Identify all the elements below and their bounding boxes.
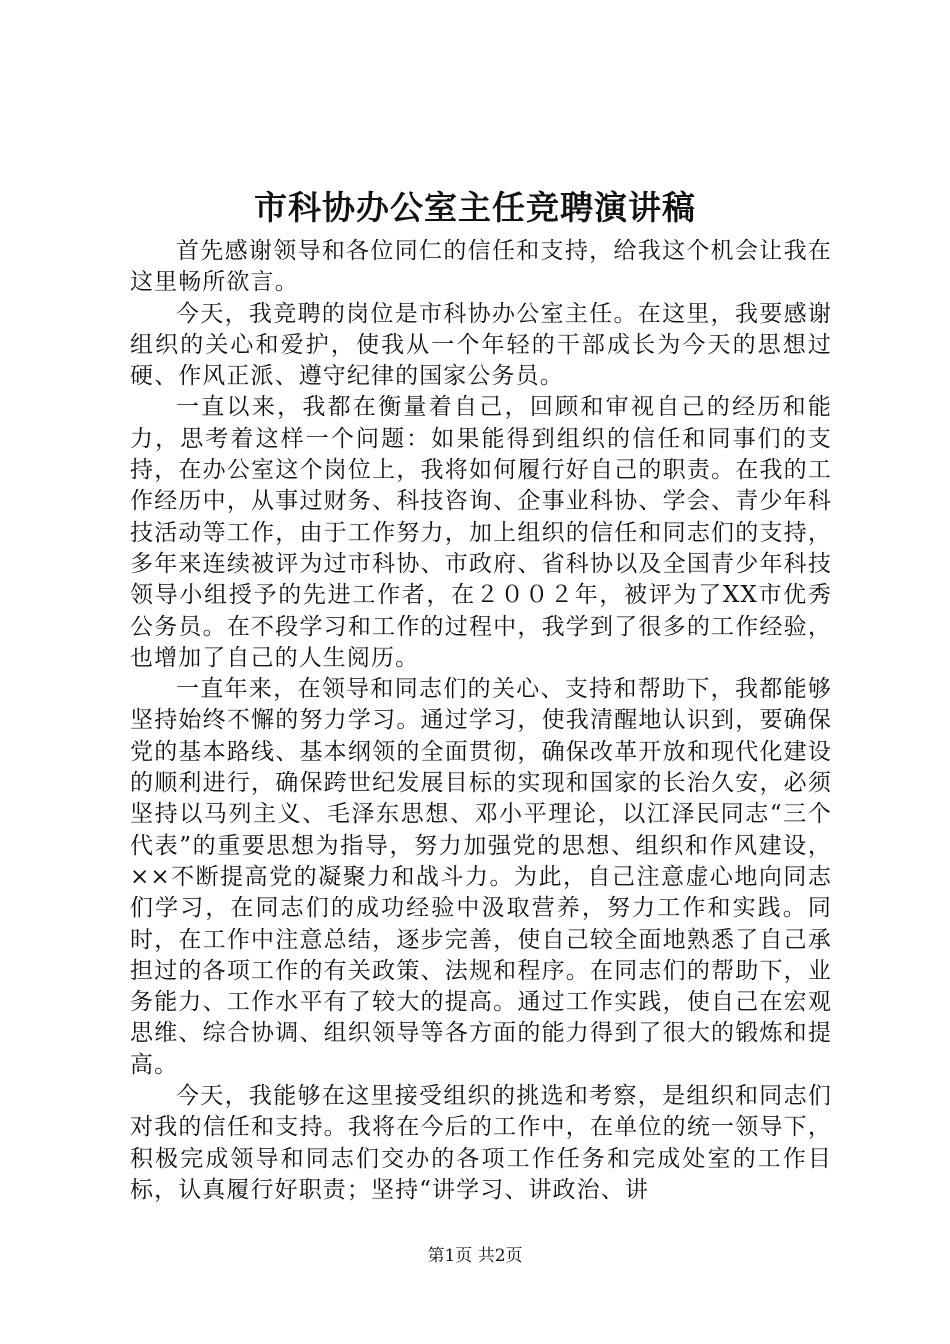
document-title: 市科协办公室主任竞聘演讲稿 [254, 188, 696, 227]
paragraph-3: 一直以来，我都在衡量着自己，回顾和审视自己的经历和能力，思考着这样一个问题：如果能得到组织的信任和同事们的支持，在办公室这个岗位上，我将如何履行好自己的职责。在我的工作经历中，从事过财务、科技咨询、企事业科协、学会、青少年科技活动等工作，由于工作努力，加上组织的信任和同志们的支持，多年来连续被评为过市科协、市政府、省科协以及全国青少年科技领导小组授予的先进工作者，在２００２年，被评为了XX市优秀公务员。在不段学习和工作的过程中，我学到了很多的工作经验，也增加了自己的人生阅历。 [130, 394, 832, 671]
paragraph-5: 今天，我能够在这里接受组织的挑选和考察，是组织和同志们对我的信任和支持。我将在今后的工作中，在单位的统一领导下，积极完成领导和同志们交办的各项工作任务和完成处室的工作目标，认真履行好职责；坚持“讲学习、讲政治、讲 [130, 1083, 832, 1203]
document-body [130, 236, 832, 1206]
paragraph-1: 首先感谢领导和各位同仁的信任和支持，给我这个机会让我在这里畅所欲言。 [130, 238, 832, 296]
paragraph-2: 今天，我竞聘的岗位是市科协办公室主任。在这里，我要感谢组织的关心和爱护，使我从一个年轻的干部成长为今天的思想过硬、作风正派、遵守纪律的国家公务员。 [130, 300, 832, 390]
page-number-footer: 第1页 共2页 [427, 1246, 523, 1266]
paragraph-4: 一直年来，在领导和同志们的关心、支持和帮助下，我都能够坚持始终不懈的努力学习。通过学习，使我清醒地认识到，要确保党的基本路线、基本纲领的全面贯彻，确保改革开放和现代化建设的顺利进行，确保跨世纪发展目标的实现和国家的长治久安，必须坚持以马列主义、毛泽东思想、邓小平理论，以江泽民同志“三个代表”的重要思想为指导，努力加强党的思想、组织和作风建设，××不断提高党的凝聚力和战斗力。为此，自己注意虚心地向同志们学习，在同志们的成功经验中汲取营养，努力工作和实践。同时，在工作中注意总结，逐步完善，使自己较全面地熟悉了自己承担过的各项工作的有关政策、法规和程序。在同志们的帮助下，业务能力、工作水平有了较大的提高。通过工作实践，使自己在宏观思维、综合协调、组织领导等各方面的能力得到了很大的锻炼和提高。 [130, 676, 832, 1078]
